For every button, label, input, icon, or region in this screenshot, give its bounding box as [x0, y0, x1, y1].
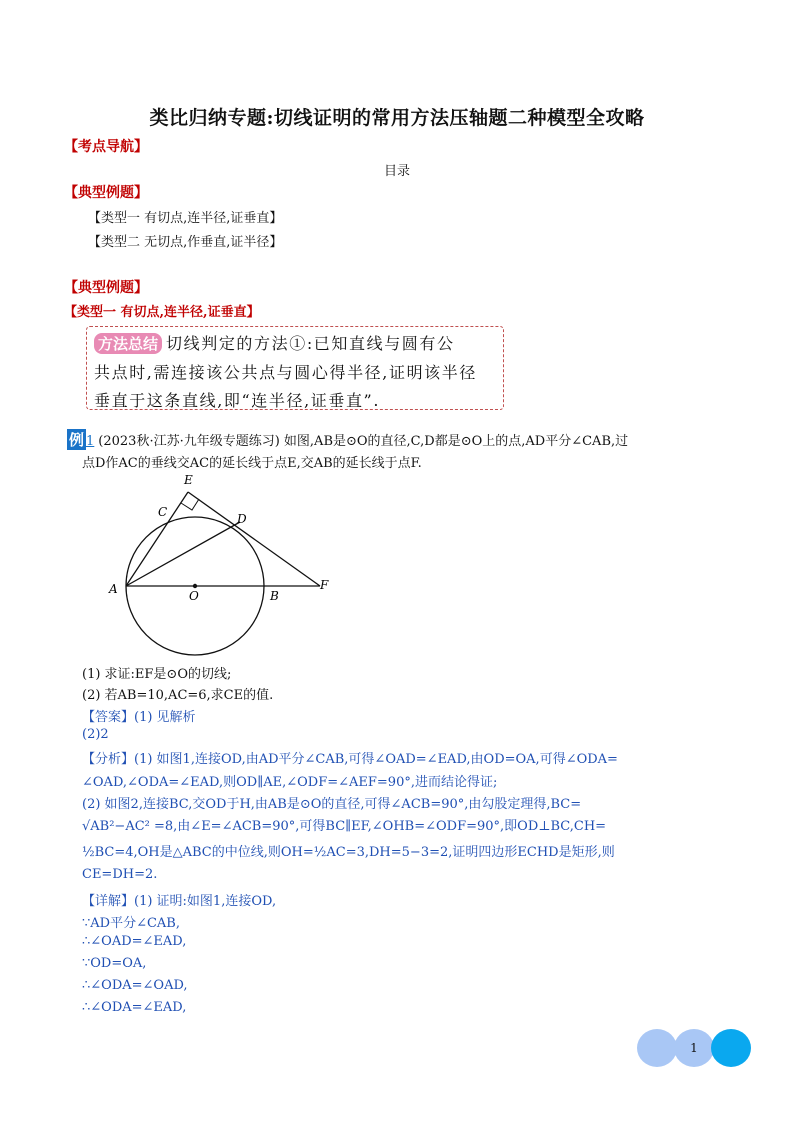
center-o-dot [193, 584, 197, 588]
method-line-3: 垂直于这条直线,即“连半径,证垂直”. [94, 391, 381, 410]
method-summary-badge: 方法总结 [94, 333, 162, 354]
example-1-text-1: (2023秋·江苏·九年级专题练习) 如图,AB是⊙O的直径,C,D都是⊙O上的点,AD平分∠CAB,过 [98, 434, 629, 449]
page-circle-left [637, 1029, 677, 1067]
analysis-line-2: ∠OAD,∠ODA=∠EAD,则OD∥AE,∠ODF=∠AEF=90°,进而结论得证; [82, 775, 498, 790]
label-b: B [270, 589, 279, 603]
nav-heading: 【考点导航】 [64, 139, 148, 155]
analysis-line-4: √AB²−AC² =8,由∠E=∠ACB=90°,可得BC∥EF,∠OHB=∠ODF=90°,即OD⊥BC,CH= [82, 819, 607, 834]
line-ae [126, 492, 188, 586]
example-1-line-2: 点D作AC的垂线交AC的延长线于点E,交AB的延长线于点F. [82, 456, 422, 471]
toc-item-type-one[interactable]: 【类型一 有切点,连半径,证垂直】 [88, 211, 283, 226]
answer-line-2: (2)2 [82, 727, 109, 742]
analysis-line-6: CE=DH=2. [82, 867, 158, 882]
geometry-figure [100, 468, 340, 664]
label-a: A [109, 582, 118, 596]
method-line-1 [94, 331, 455, 354]
line-ad [126, 522, 240, 586]
examples-heading-toc: 【典型例题】 [64, 185, 148, 201]
label-f: F [320, 578, 329, 592]
method-line-2: 共点时,需连接该公共点与圆心得半径,证明该半径 [94, 363, 477, 382]
question-1: (1) 求证:EF是⊙O的切线; [82, 667, 232, 682]
question-2: (2) 若AB=10,AC=6,求CE的值. [82, 688, 274, 703]
examples-heading: 【典型例题】 [64, 280, 148, 296]
page-title: 类比归纳专题:切线证明的常用方法压轴题二种模型全攻略 [149, 107, 645, 129]
detail-line-3: ∴∠OAD=∠EAD, [82, 934, 187, 949]
method-line-1-text: 切线判定的方法①:已知直线与圆有公 [166, 334, 455, 353]
detail-line-2: ∵AD平分∠CAB, [82, 916, 180, 931]
answer-line-1: 【答案】(1) 见解析 [82, 710, 196, 725]
detail-line-5: ∴∠ODA=∠OAD, [82, 978, 188, 993]
page-number: 1 [674, 1029, 714, 1067]
label-d: D [237, 512, 247, 526]
example-number: 1 [86, 434, 95, 449]
right-angle-mark [181, 499, 199, 510]
line-ef [188, 492, 320, 586]
label-e: E [184, 473, 193, 487]
example-badge: 例 [69, 431, 85, 449]
detail-line-4: ∵OD=OA, [82, 956, 147, 971]
analysis-line-1: 【分析】(1) 如图1,连接OD,由AD平分∠CAB,可得∠OAD=∠EAD,由OD=OA,可得∠ODA= [82, 752, 618, 767]
type-one-heading: 【类型一 有切点,连半径,证垂直】 [64, 305, 260, 320]
label-c: C [158, 505, 168, 519]
toc-item-type-two[interactable]: 【类型二 无切点,作垂直,证半径】 [88, 235, 283, 250]
detail-line-1: 【详解】(1) 证明:如图1,连接OD, [82, 894, 277, 909]
analysis-line-3: (2) 如图2,连接BC,交OD于H,由AB是⊙O的直径,可得∠ACB=90°,由勾股定理得,BC= [82, 797, 582, 812]
label-o: O [189, 589, 199, 603]
page-circle-right [711, 1029, 751, 1067]
example-1-line-1 [67, 429, 628, 450]
detail-line-6: ∴∠ODA=∠EAD, [82, 1000, 187, 1015]
toc-label: 目录 [383, 164, 410, 179]
analysis-line-5: ½BC=4,OH是△ABC的中位线,则OH=½AC=3,DH=5−3=2,证明四边形ECHD是矩形,则 [82, 845, 615, 860]
